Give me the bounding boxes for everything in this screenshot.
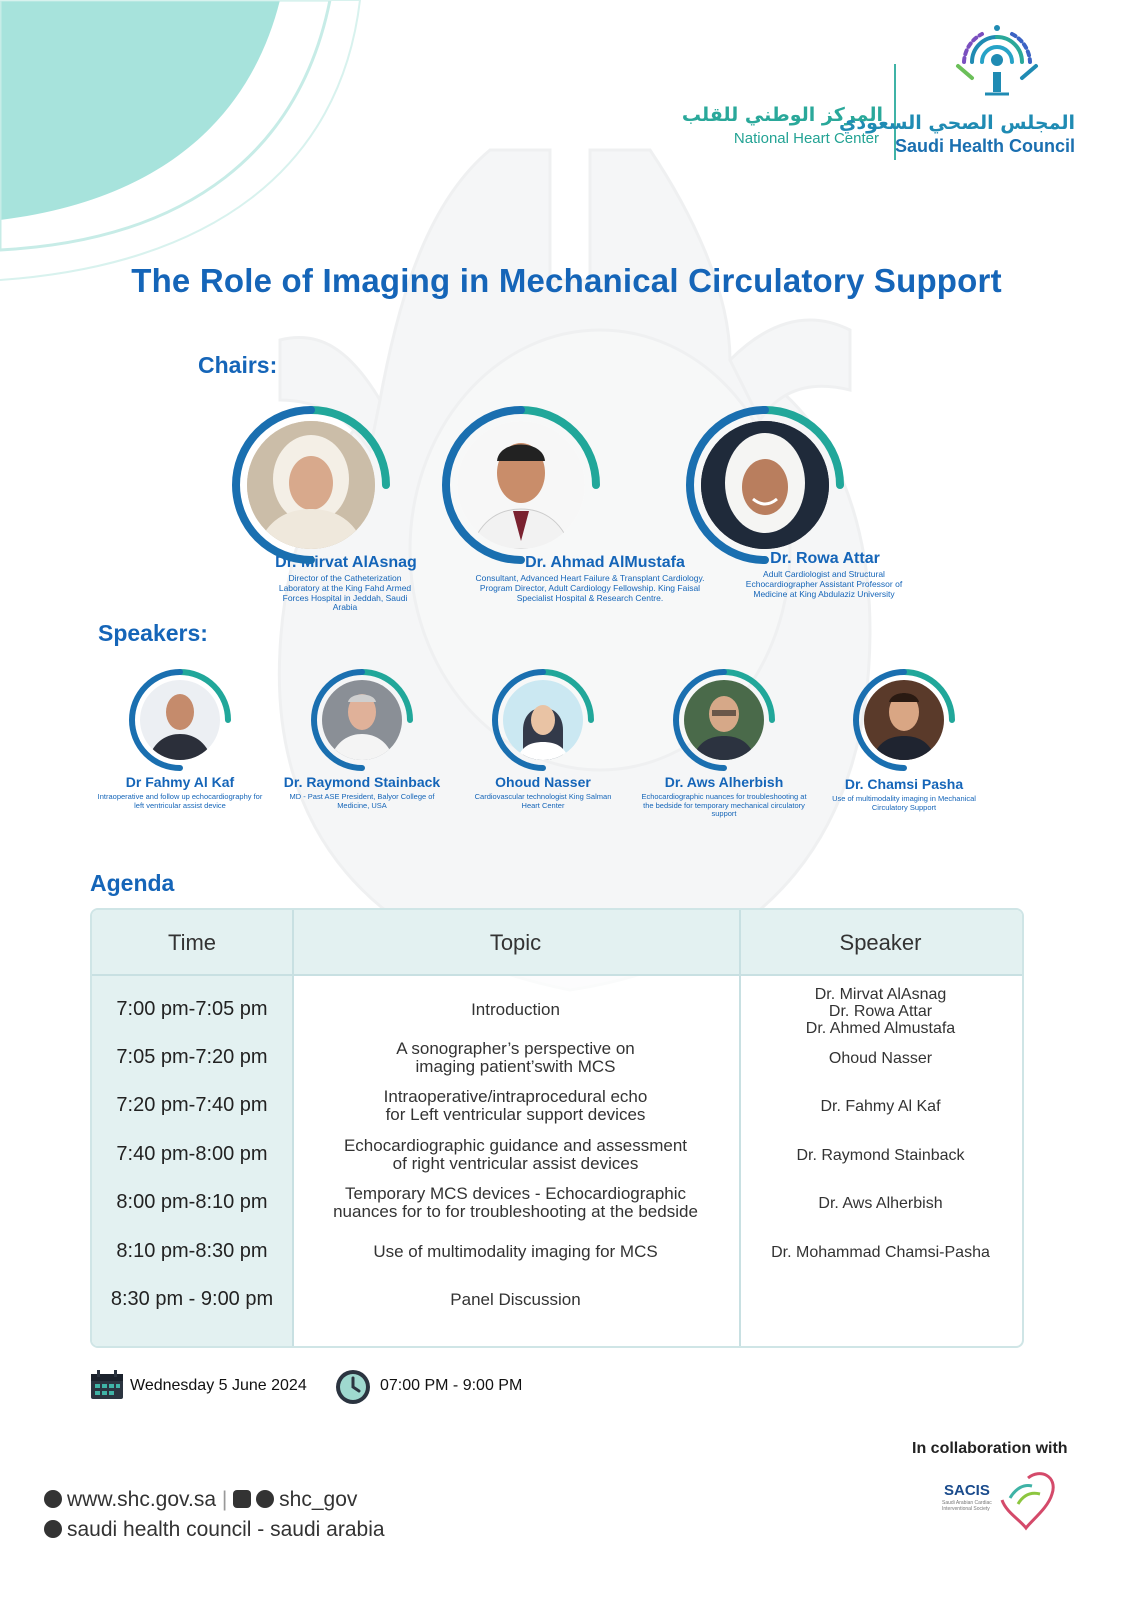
topic-header: Topic [489,930,542,955]
globe-icon [44,1490,62,1508]
speaker-avatar-icon [503,680,583,760]
agenda-time: 7:20 pm-7:40 pm [116,1094,268,1116]
agenda-time: 7:05 pm-7:20 pm [116,1046,268,1068]
speaker-name: Dr. Chamsi Pasha [844,776,964,792]
speaker-photo [864,680,944,760]
agenda-topic: Temporary MCS devices - Echocardiographic nuances for to for troubleshooting at the bedside [333,1184,698,1221]
sacis-wordmark: SACIS [944,1482,990,1499]
chairs-heading: Chairs: [198,352,278,378]
agenda-speaker: Dr. Mirvat AlAsnag Dr. Rowa Attar Dr. Ahmed Almustafa [805,986,956,1037]
shc-english-name: Saudi Health Council [894,136,1075,156]
speaker-photo [684,680,764,760]
nhc-arabic-name: المركز الوطني للقلب [681,104,883,126]
speaker-description: Cardiovascular technologist King Salman Heart Center [474,792,612,810]
agenda-topic: Intraoperative/intraprocedural echo for Left ventricular support devices [383,1087,648,1124]
chair-photo [247,421,375,549]
agenda-table [90,908,1024,1348]
social-handle[interactable]: shc_gov [279,1488,358,1511]
speaker-card-2 [276,668,448,810]
column-divider [292,910,294,1346]
event-time: 07:00 PM - 9:00 PM [380,1377,523,1394]
speaker-card-3 [470,668,616,810]
agenda-speaker: Dr. Mohammad Chamsi-Pasha [771,1244,990,1261]
chair-name: Dr. Ahmad AlMustafa [525,554,685,571]
speaker-card-5 [820,668,988,812]
clock-icon [334,1368,372,1406]
chair-card-2 [440,404,705,603]
speaker-photo [140,680,220,760]
speaker-description: Use of multimodality imaging in Mechanical Circulatory Support [832,794,976,812]
speaker-photo [322,680,402,760]
agenda-topic: Use of multimodality imaging for MCS [373,1242,658,1261]
speaker-description: Intraoperative and follow up echocardiography for left ventricular assist device [97,792,263,810]
agenda-topic: A sonographer’s perspective on imaging patient’swith MCS [396,1039,635,1076]
event-date: Wednesday 5 June 2024 [130,1377,307,1394]
chair-card-1 [200,404,422,613]
nhc-english-name: National Heart Center [733,130,879,147]
speaker-description: Echocardiographic nuances for troubleshooting at the bedside for temporary mechanical circulatory support [641,792,807,819]
speaker-description: MD - Past ASE President, Balyor College of Medicine, USA [289,792,435,810]
agenda-time: 8:00 pm-8:10 pm [116,1191,268,1213]
calendar-icon [90,1370,124,1400]
chair-description: Director of the Catheterization Laboratory at the King Fahd Armed Forces Hospital in Jeddah, Saudi Arabia [278,573,412,613]
sacis-subtitle: Saudi Arabian Cardiac Interventional Society [942,1500,992,1512]
time-header: Time [167,930,217,955]
agenda-topic: Introduction [471,1000,560,1019]
agenda-speaker: Dr. Aws Alherbish [818,1195,943,1212]
speaker-name: Ohoud Nasser [495,774,591,790]
speaker-name: Dr. Raymond Stainback [283,774,441,790]
agenda-time: 8:10 pm-8:30 pm [116,1240,268,1262]
sacis-logo [940,1468,1060,1534]
agenda-heading: Agenda [90,870,175,896]
speaker-name: Dr. Aws Alherbish [664,774,784,790]
chair-name: Dr. Rowa Attar [770,550,880,567]
chair-card-3 [684,404,906,599]
agenda-topic: Panel Discussion [450,1290,581,1309]
footer-contact-line [44,1488,357,1512]
divider: | [221,1488,228,1511]
chair-photo [457,421,585,549]
agenda-speaker: Dr. Raymond Stainback [796,1147,965,1164]
agenda-topic: Echocardiographic guidance and assessment of right ventricular assist devices [343,1136,688,1173]
agenda-speaker: Dr. Fahmy Al Kaf [820,1098,941,1115]
website-link[interactable]: www.shc.gov.sa [67,1488,216,1511]
shc-emblem-logo [952,22,1042,104]
agenda-speaker: Ohoud Nasser [828,1050,933,1067]
instagram-icon[interactable] [233,1490,251,1508]
footer-linkedin-line [44,1518,385,1542]
page-title: The Role of Imaging in Mechanical Circulatory Support [131,262,1002,299]
chair-photo [701,421,829,549]
speaker-card-1 [92,668,268,810]
speaker-card-4 [636,668,812,819]
chair-name: Dr. Mirvat AlAsnag [275,554,417,571]
chair-description: Consultant, Advanced Heart Failure & Transplant Cardiology. Program Director, Adult Cardiology Fellowship. King Faisal Specialist Hospital & Research Centre. [475,573,705,603]
x-icon[interactable] [256,1490,274,1508]
speaker-name: Dr Fahmy Al Kaf [125,774,235,790]
speakers-heading: Speakers: [98,620,208,646]
linkedin-link[interactable]: saudi health council - saudi arabia [67,1518,385,1541]
agenda-time: 7:40 pm-8:00 pm [116,1143,268,1165]
agenda-time: 8:30 pm - 9:00 pm [110,1288,274,1310]
chair-description: Adult Cardiologist and Structural Echocardiographer Assistant Professor of Medicine at King Abdulaziz University [745,569,903,599]
column-divider [739,910,741,1346]
agenda-time: 7:00 pm-7:05 pm [116,998,268,1020]
collaboration-label: In collaboration with [912,1440,1068,1457]
shc-arabic-name: المجلس الصحي السعودي [839,112,1075,134]
linkedin-icon[interactable] [44,1520,62,1538]
speaker-header: Speaker [839,930,922,955]
